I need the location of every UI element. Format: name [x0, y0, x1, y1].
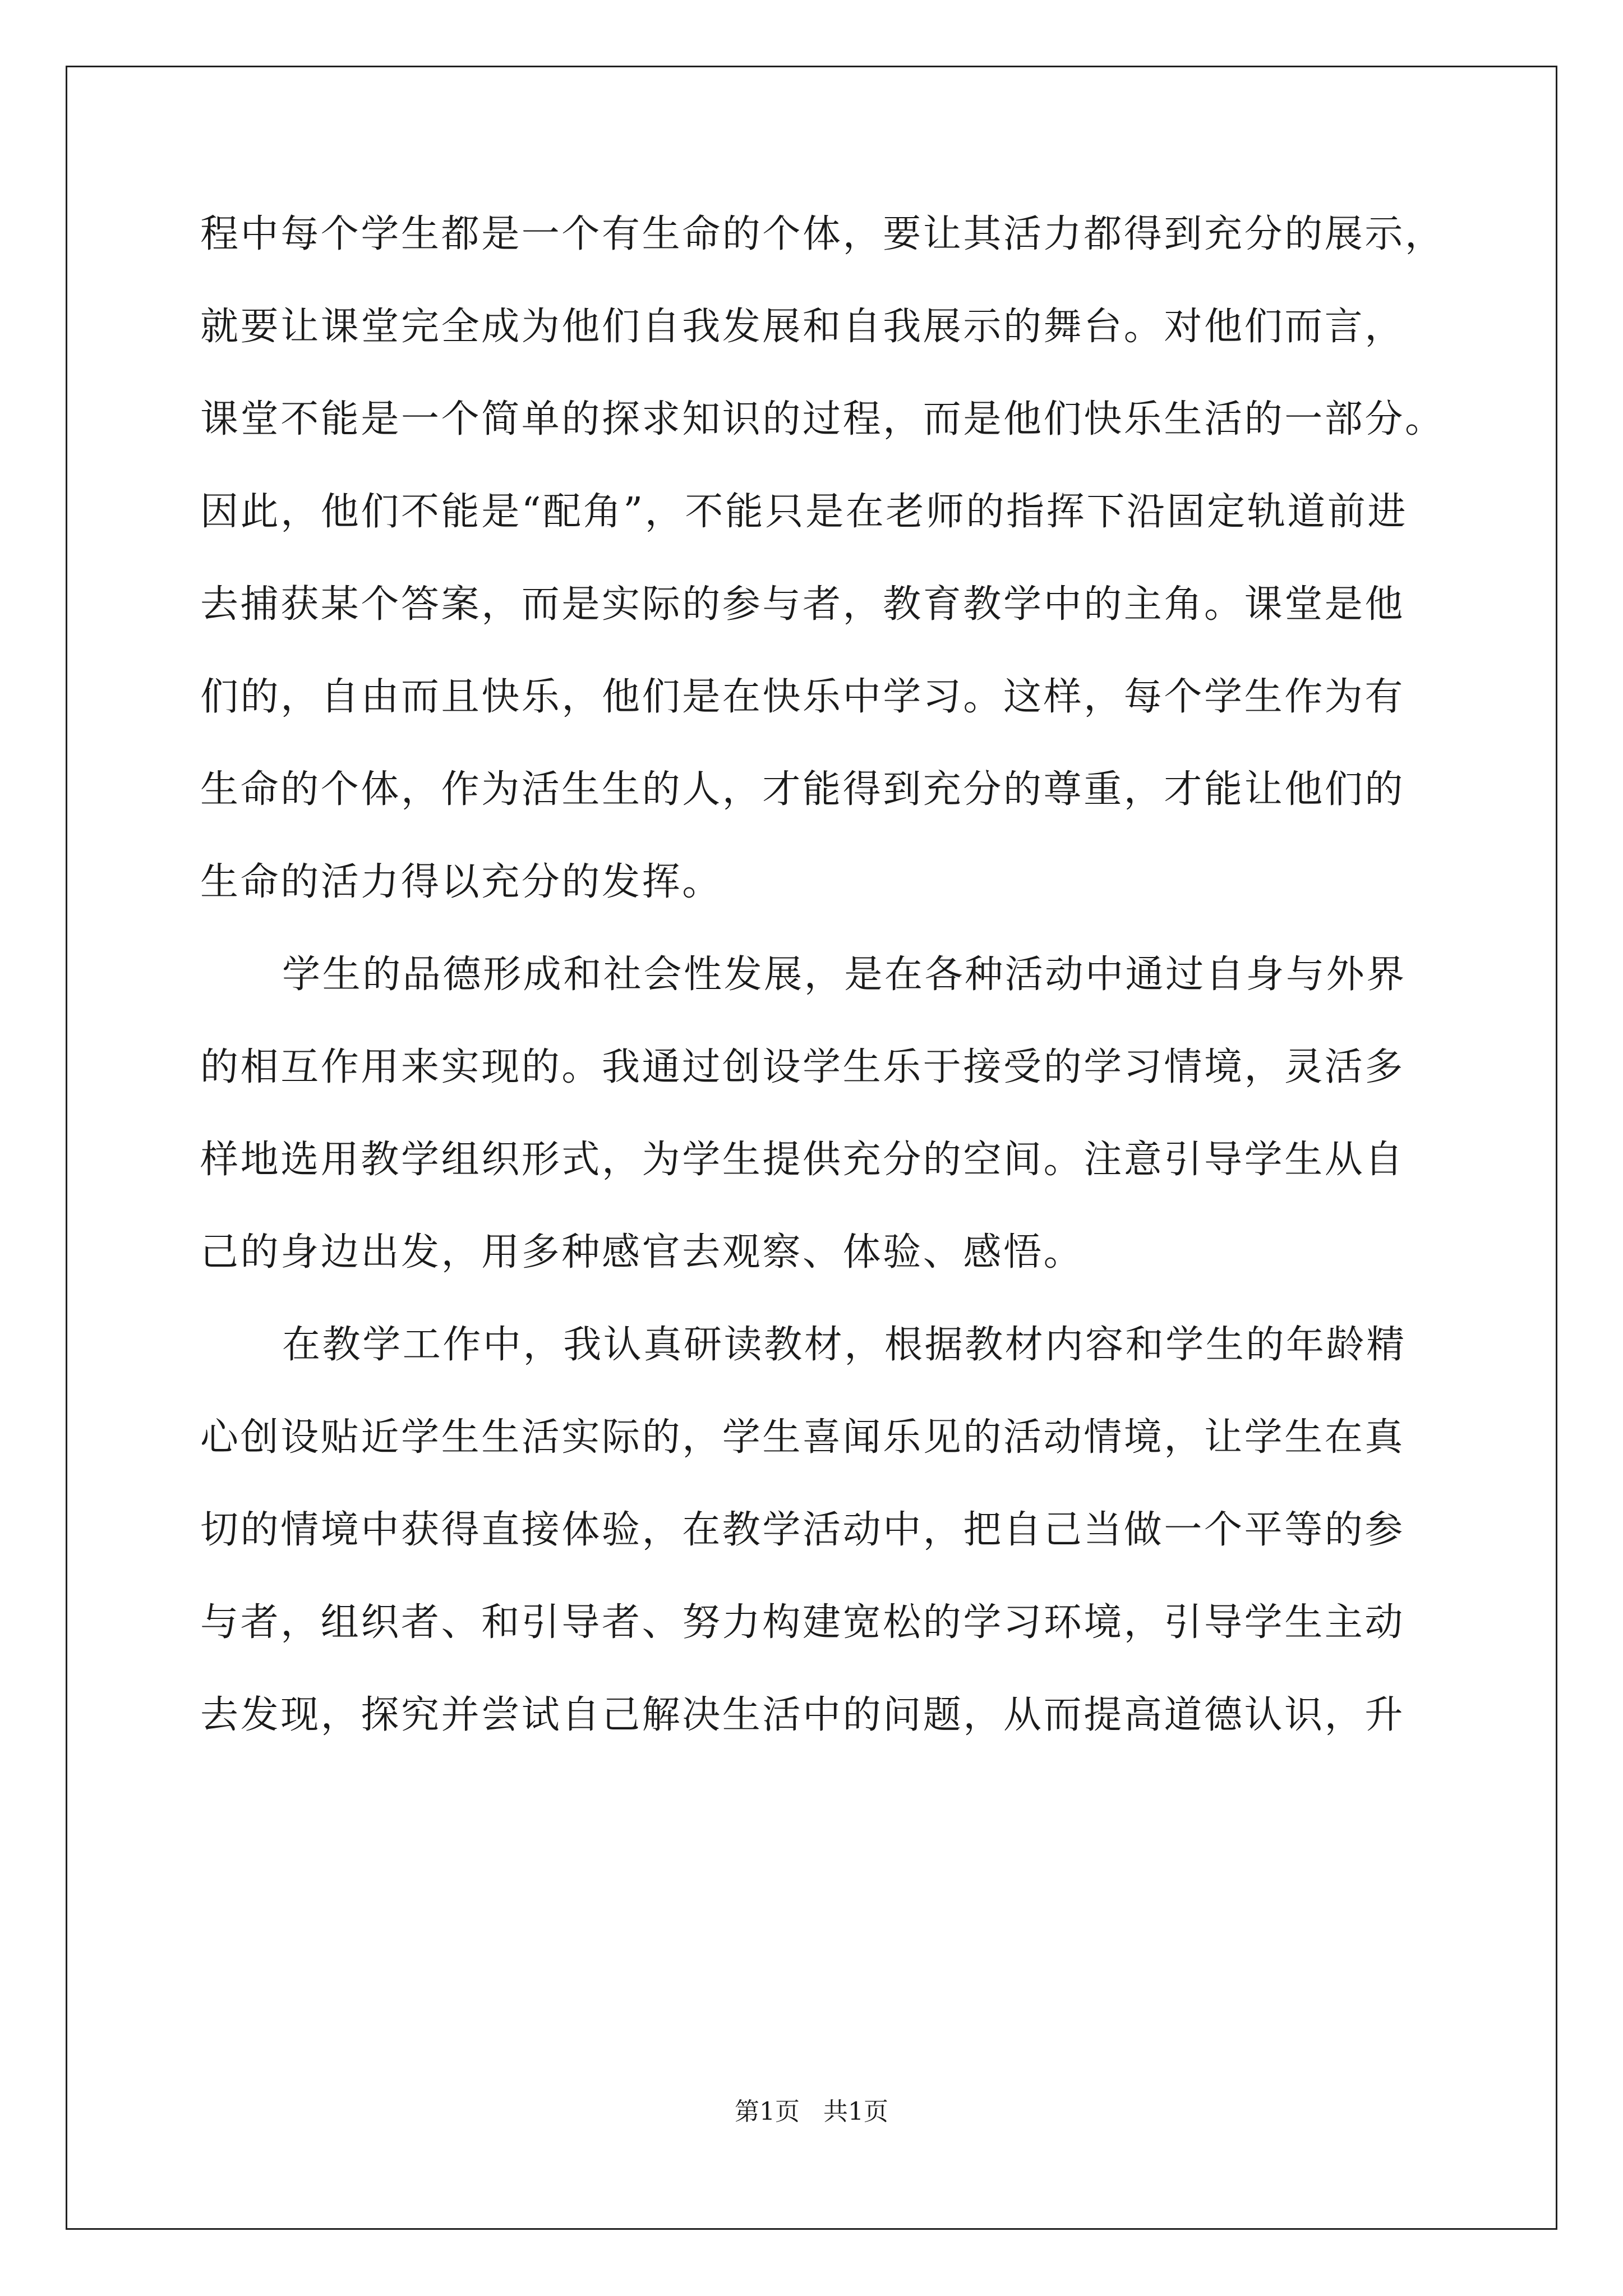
text-line: 们的，自由而且快乐，他们是在快乐中学习。这样，每个学生作为有: [200, 675, 1405, 719]
text-line: 生命的个体，作为活生生的人，才能得到充分的尊重，才能让他们的: [200, 767, 1405, 812]
text-line: 课堂不能是一个简单的探求知识的过程，而是他们快乐生活的一部分。: [200, 397, 1445, 441]
text-line: 与者，组织者、和引导者、努力构建宽松的学习环境，引导学生主动: [200, 1600, 1405, 1645]
text-line: 就要让课堂完全成为他们自我发展和自我展示的舞台。对他们而言，: [200, 305, 1405, 349]
text-line: 去发现，探究并尝试自己解决生活中的问题，从而提高道德认识，升: [200, 1693, 1405, 1737]
text-line: 程中每个学生都是一个有生命的个体，要让其活力都得到充分的展示，: [200, 212, 1445, 256]
paragraph-first-line: 在教学工作中，我认真研读教材，根据教材内容和学生的年龄精: [282, 1323, 1407, 1367]
text-line: 己的身边出发，用多种感官去观察、体验、感悟。: [200, 1230, 1084, 1274]
text-line: 去捕获某个答案，而是实际的参与者，教育教学中的主角。课堂是他: [200, 582, 1405, 627]
text-line: 心创设贴近学生生活实际的，学生喜闻乐见的活动情境，让学生在真: [200, 1415, 1405, 1460]
text-line: 切的情境中获得直接体验，在教学活动中，把自己当做一个平等的参: [200, 1508, 1405, 1552]
text-line: 生命的活力得以充分的发挥。: [200, 860, 722, 904]
paragraph-first-line: 学生的品德形成和社会性发展，是在各种活动中通过自身与外界: [282, 953, 1407, 997]
text-line: 因此，他们不能是“配角”，不能只是在老师的指挥下沿固定轨道前进: [200, 490, 1408, 534]
text-line: 的相互作用来实现的。我通过创设学生乐于接受的学习情境，灵活多: [200, 1045, 1405, 1089]
document-body: [200, 188, 1445, 1761]
page-number-footer: 第1页 共1页: [735, 2097, 888, 2126]
text-line: 样地选用教学组织形式，为学生提供充分的空间。注意引导学生从自: [200, 1138, 1405, 1182]
